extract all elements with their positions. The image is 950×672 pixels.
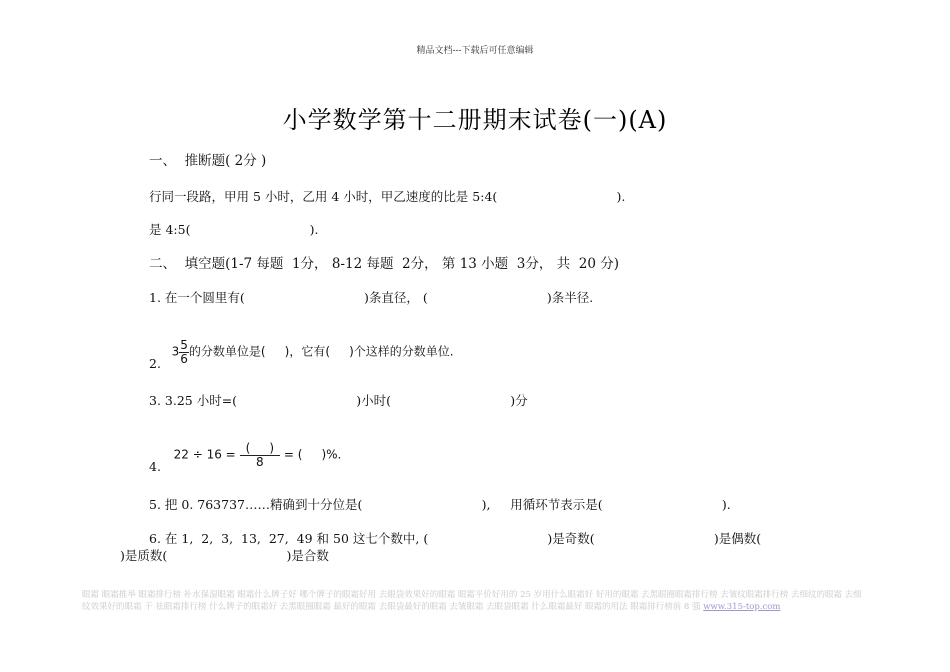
q2-whole-number: 3 <box>171 344 180 359</box>
q4-denominator: 8 <box>255 454 264 469</box>
q2-denominator: 6 <box>180 351 188 366</box>
footer-watermark <box>82 589 862 613</box>
question-3: 3. 3.25 小时=( )小时( )分 <box>149 393 528 408</box>
question-speed-ratio: 行同一段路，甲用 5 小时，乙用 4 小时，甲乙速度的比是 5:4( ). <box>149 189 626 204</box>
question-1: 1. 在一个圆里有( )条直径， ( )条半径. <box>149 290 594 305</box>
footer-text: 眼霜 眼霜推举 眼霜排行榜 补水保湿眼霜 眼霜什么牌子好 哪个牌子的眼霜好用 去眼袋效果好的眼霜 眼霜平价好用的 25 岁用什么眼霜好 好用的眼霜 去黑眼圈眼霜排行榜 去皱纹眼霜排行榜 去细纹的眼霜 去细纹效果好的眼霜 干 祛眼霜排行榜 什么牌子的眼霜好 去黑眼圈眼霜 最好的眼霜 去眼袋最好的眼霜 去皱眼霜 去眼袋眼霜 什么眼霜最好 眼霜的用法 眼霜排行榜前 8 强 <box>82 590 862 612</box>
question-6-line-2: )是质数( )是合数 <box>120 548 329 563</box>
q4-division: 22 ÷ 16 = <box>173 447 236 462</box>
q4-percent: = ( )%. <box>283 447 342 462</box>
question-4-expression <box>166 430 341 468</box>
question-2-number: 2. <box>149 356 161 371</box>
footer-link[interactable]: www.315-top.com <box>703 602 781 612</box>
page-header: 精品文档---下载后可任意编辑 <box>416 46 534 56</box>
q2-text: 的分数单位是( )，它有( )个这样的分数单位. <box>188 344 454 359</box>
question-4-number: 4. <box>149 459 161 474</box>
q2-fraction <box>179 339 189 365</box>
question-time-ratio: 是 4:5( ). <box>149 222 319 237</box>
question-5: 5. 把 0. 763737……精确到十分位是( ), 用循环节表示是( ). <box>149 497 731 512</box>
q4-fraction <box>240 442 280 468</box>
page-title: 小学数学第十二册期末试卷(一)(A) <box>282 106 668 134</box>
q4-numerator: ( ) <box>240 442 280 456</box>
section-2-heading: 二、 填空题(1-7 每题 1分， 8-12 每题 2分， 第 13 小题 3分， 共 20 分) <box>149 256 619 272</box>
question-2-expression <box>164 327 454 365</box>
question-6-line-1: 6. 在 1, 2, 3, 13, 27, 49 和 50 这七个数中, ( )是奇数( )是偶数( <box>149 531 762 546</box>
q2-numerator: 5 <box>180 338 188 352</box>
section-1-heading: 一、 推断题( 2分 ) <box>149 153 267 169</box>
